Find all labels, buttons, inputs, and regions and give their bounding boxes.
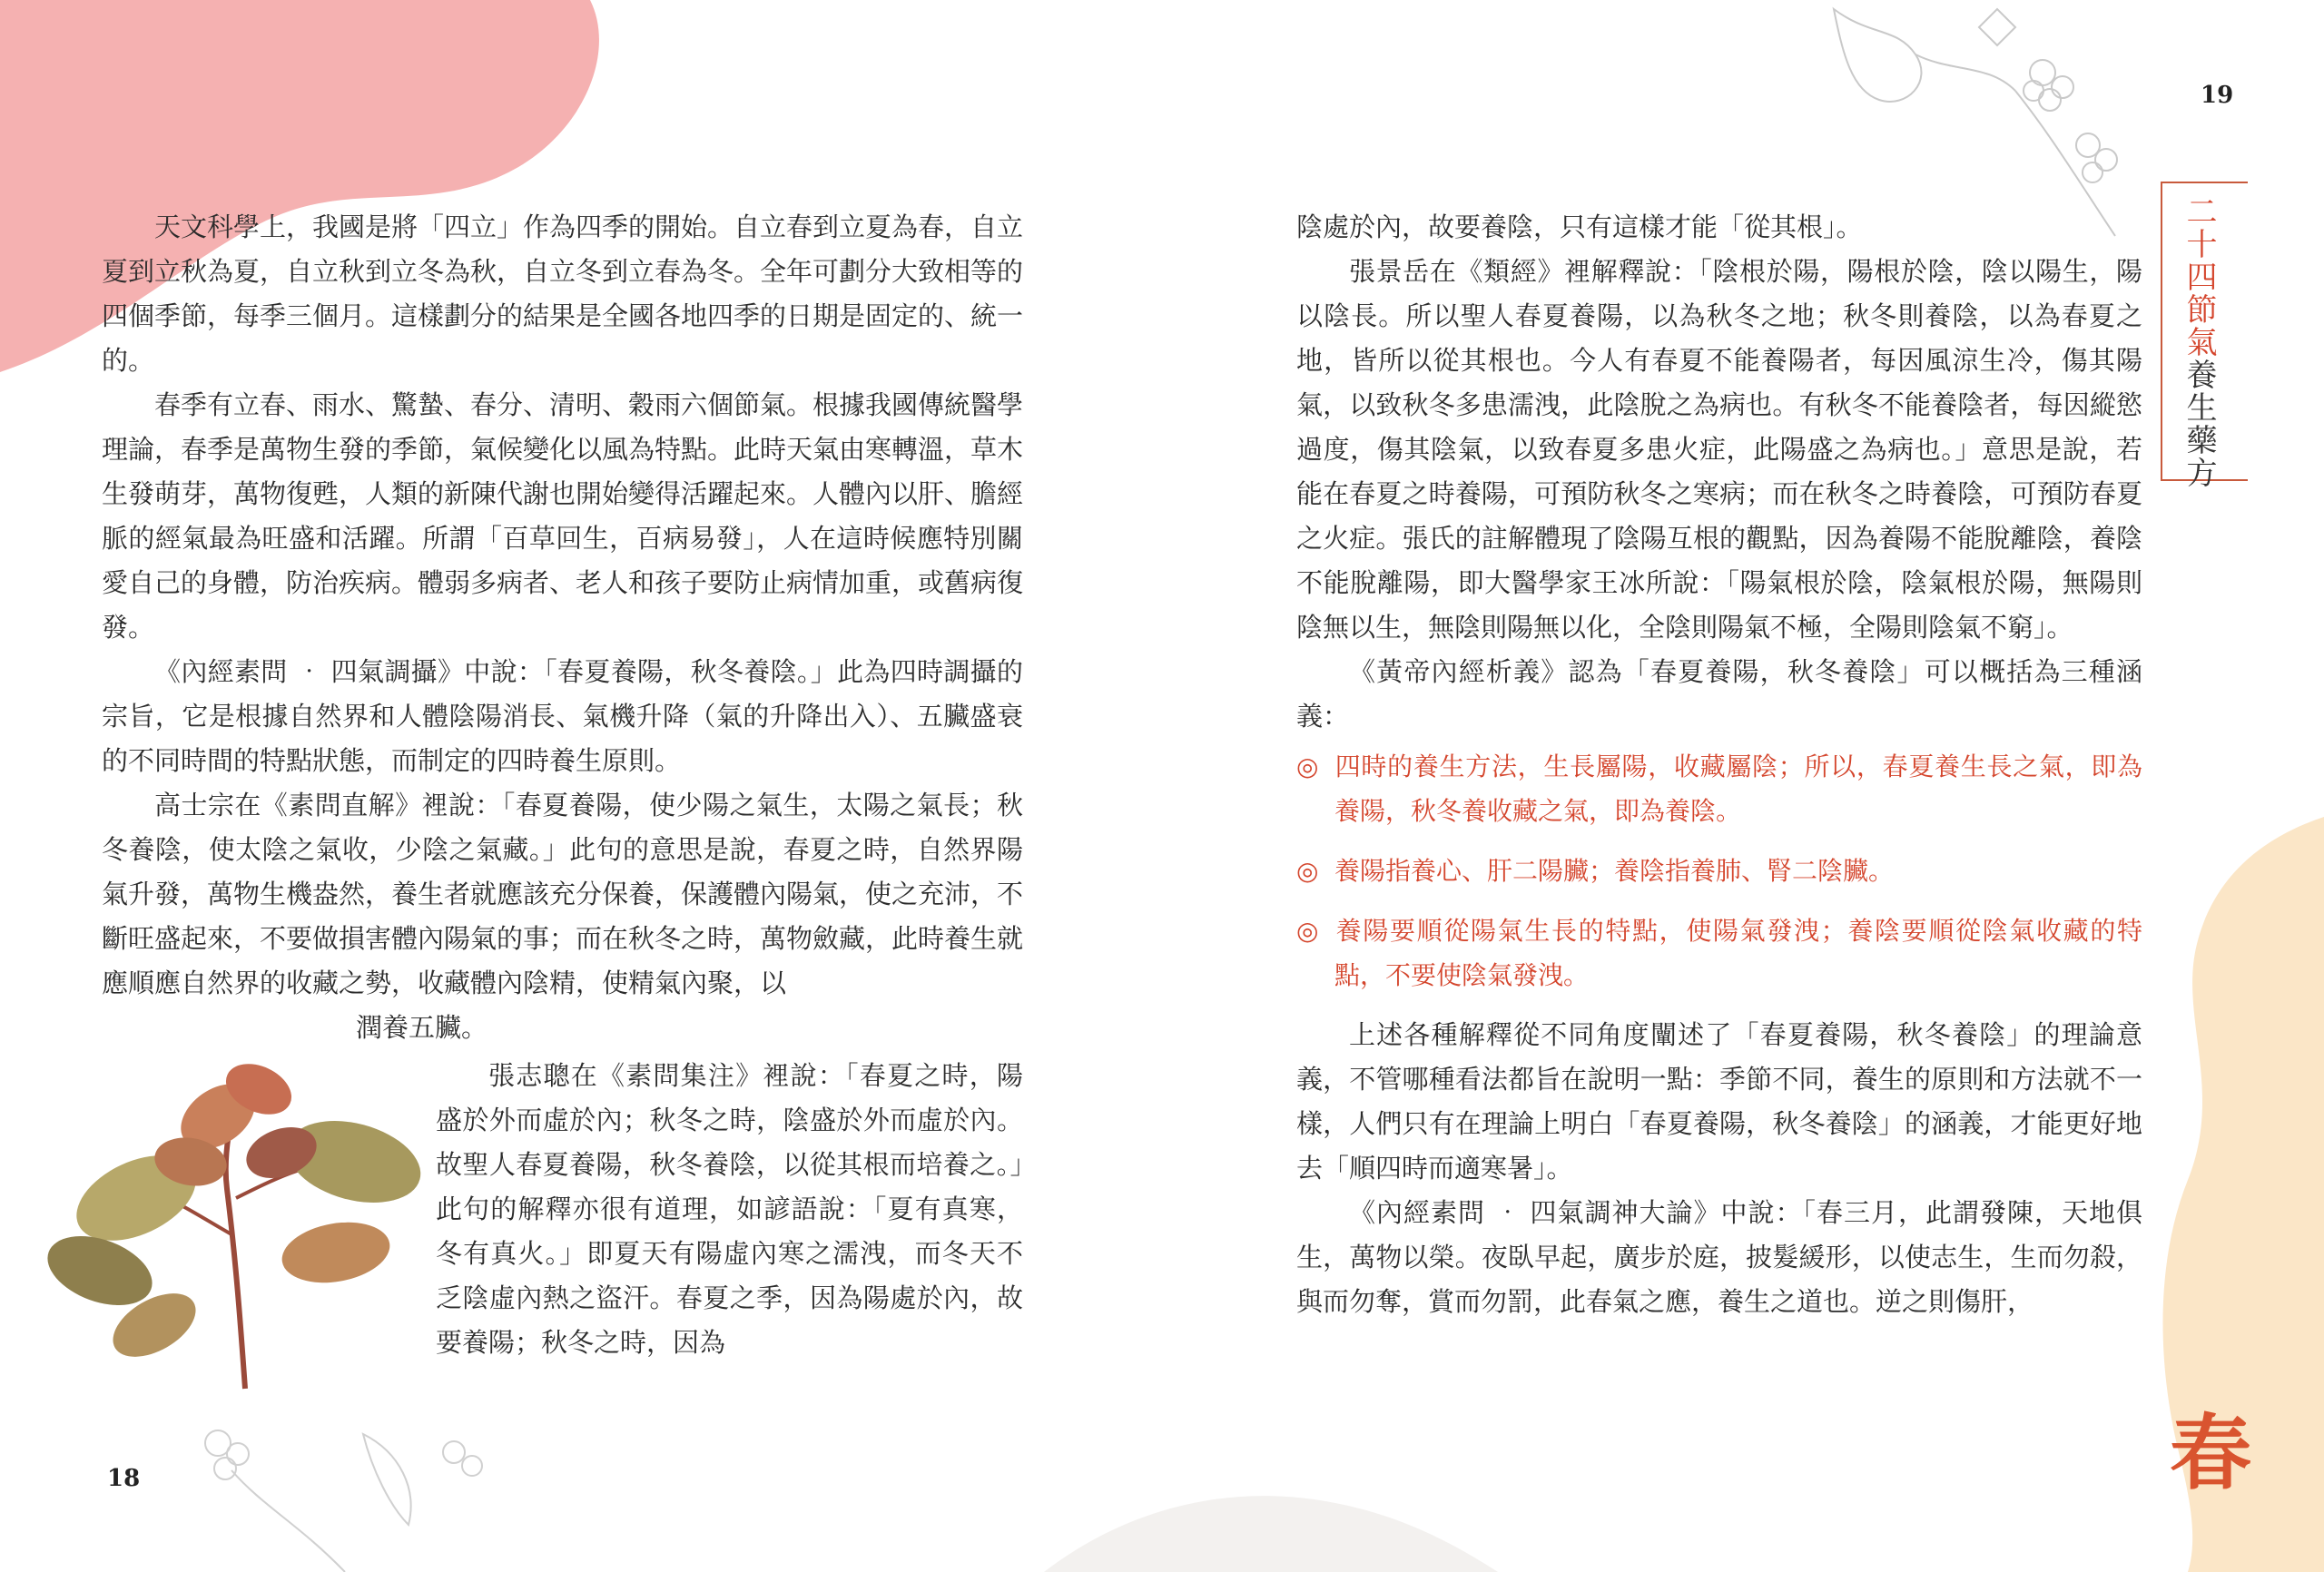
- list-marker: ◎: [1296, 752, 1319, 781]
- paragraph-continuation: 潤養五臟。: [356, 1012, 488, 1043]
- chapter-title: [2182, 195, 2215, 489]
- chapter-title-plain: 養生藥方: [2181, 359, 2217, 489]
- list-marker: ◎: [1296, 916, 1319, 946]
- right-body-text: [1296, 205, 2142, 1324]
- page-number: 19: [2201, 82, 2234, 109]
- page-number: 18: [107, 1465, 141, 1492]
- paragraph: 《內經素問 ‧ 四氣調神大論》中說：「春三月，此謂發陳，天地俱生，萬物以榮。夜臥早起，廣步於庭，披髮緩形，以使志生，生而勿殺，與而勿奪，賞而勿罰，此春氣之應，養生之道也。逆之則傷肝，: [1296, 1197, 2142, 1317]
- left-body-text-lower: [436, 1054, 1023, 1365]
- paragraph: 陰處於內，故要養陰，只有這樣才能「從其根」。: [1296, 211, 1863, 242]
- season-character: 春: [2170, 1405, 2251, 1501]
- paragraph: 天文科學上，我國是將「四立」作為四季的開始。自立春到立夏為春，自立夏到立秋為夏，自立秋到立冬為秋，自立冬到立春為冬。全年可劃分大致相等的四個季節，每季三個月。這樣劃分的結果是全國各地四季的日期是固定的、統一的。: [102, 211, 1024, 376]
- paragraph: 春季有立春、雨水、驚蟄、春分、清明、穀雨六個節氣。根據我國傳統醫學理論，春季是萬物生發的季節，氣候變化以風為特點。此時天氣由寒轉溫，草木生發萌芽，萬物復甦，人類的新陳代謝也開始變得活躍起來。人體內以肝、膽經脈的經氣最為旺盛和活躍。所謂「百草回生，百病易發」，人在這時候應特別關愛自己的身體，防治疾病。體弱多病者、老人和孩子要防止病情加重，或舊病復發。: [102, 389, 1024, 643]
- highlight-text: 四時的養生方法，生長屬陽，收藏屬陰；所以，春夏養生長之氣，即為養陽，秋冬養收藏之氣，即為養陰。: [1334, 752, 2142, 826]
- paragraph: 高士宗在《素問直解》裡說：「春夏養陽，使少陽之氣生，太陽之氣長；秋冬養陰，使太陰之氣收，少陰之氣藏。」此句的意思是說，春夏之時，自然界陽氣升發，萬物生機盎然，養生者就應該充分保養，保護體內陽氣，使之充沛，不斷旺盛起來，不要做損害體內陽氣的事；而在秋冬之時，萬物斂藏，此時養生就應順應自然界的收藏之勢，收藏體內陰精，使精氣內聚，以: [102, 790, 1024, 998]
- chapter-title-accent: 二十四節氣: [2181, 195, 2217, 359]
- paragraph: 張志聰在《素問集注》裡說：「春夏之時，陽盛於外而虛於內；秋冬之時，陰盛於外而虛於內。故聖人春夏養陽，秋冬養陰，以從其根而培養之。」此句的解釋亦很有道理，如諺語說：「夏有真寒，冬有真火。」即夏天有陽虛內寒之濡洩，而冬天不乏陰虛內熱之盜汗。春夏之季，因為陽處於內，故要養陽；秋冬之時，因為: [436, 1060, 1023, 1358]
- highlight-item: [1296, 744, 2142, 833]
- highlight-list: [1296, 744, 2142, 997]
- highlight-text: 養陽要順從陽氣生長的特點，使陽氣發洩；養陰要順從陰氣收藏的特點，不要使陰氣發洩。: [1334, 916, 2142, 990]
- highlight-item: [1296, 909, 2142, 997]
- paragraph: 《黃帝內經析義》認為「春夏養陽，秋冬養陰」可以概括為三種涵義：: [1296, 656, 2142, 732]
- left-body-text: [102, 205, 1023, 1050]
- paragraph: 上述各種解釋從不同角度闡述了「春夏養陽，秋冬養陰」的理論意義，不管哪種看法都旨在說明一點：季節不同，養生的原則和方法就不一樣，人們只有在理論上明白「春夏養陽，秋冬養陰」的涵義，才能更好地去「順四時而適寒暑」。: [1296, 1019, 2142, 1184]
- perilla-plant-illustration: [36, 1053, 445, 1398]
- highlight-item: [1296, 849, 2142, 893]
- list-marker: ◎: [1296, 856, 1319, 886]
- paragraph: 《內經素問 ‧ 四氣調攝》中說：「春夏養陽，秋冬養陰。」此為四時調攝的宗旨，它是根據自然界和人體陰陽消長、氣機升降（氣的升降出入）、五臟盛衰的不同時間的特點狀態，而制定的四時養生原則。: [102, 656, 1023, 776]
- highlight-text: 養陽指養心、肝二陽臟；養陰指養肺、腎二陰臟。: [1334, 856, 1895, 886]
- paragraph: 張景岳在《類經》裡解釋說：「陰根於陽，陽根於陰，陰以陽生，陽以陰長。所以聖人春夏養陽，以為秋冬之地；秋冬則養陰，以為春夏之地，皆所以從其根也。今人有春夏不能養陽者，每因風涼生冷，傷其陽氣，以致秋冬多患濡洩，此陰脫之為病也。有秋冬不能養陰者，每因縱慾過度，傷其陰氣，以致春夏多患火症，此陽盛之為病也。」意思是說，若能在春夏之時養陽，可預防秋冬之寒病；而在秋冬之時養陰，可預防春夏之火症。張氏的註解體現了陰陽互根的觀點，因為養陽不能脫離陰，養陰不能脫離陽，即大醫學家王冰所說：「陽氣根於陰，陰氣根於陽，無陽則陰無以生，無陰則陽無以化，全陰則陽氣不極，全陽則陰氣不窮」。: [1296, 256, 2142, 643]
